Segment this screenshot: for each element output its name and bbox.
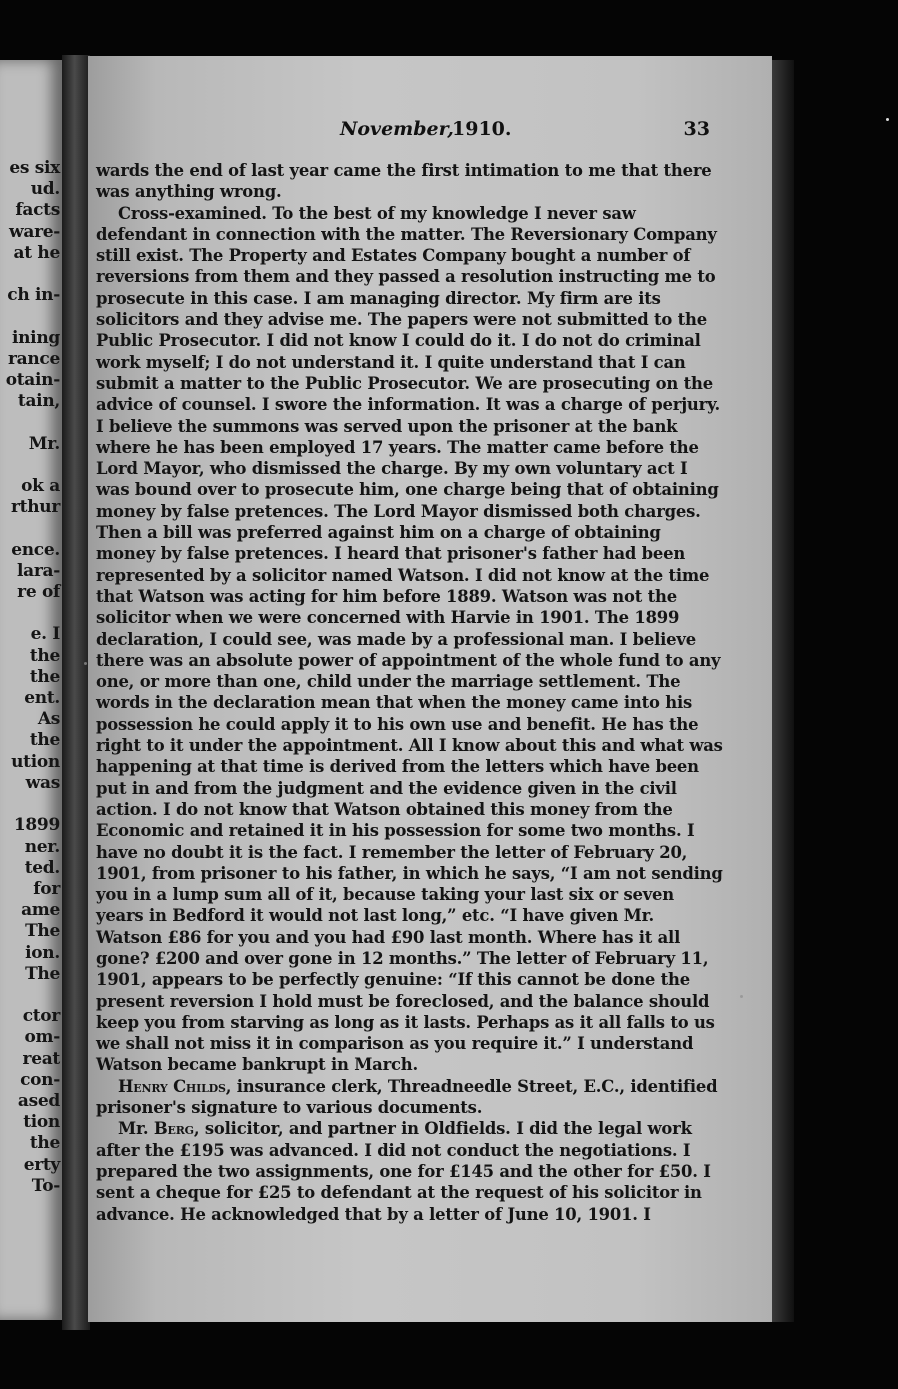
facing-page-line: ctor [22,1006,60,1027]
facing-page-line: ion. [25,942,60,963]
facing-page-line: As [37,709,60,730]
facing-page-line [0,985,60,1006]
facing-page-line: ased [17,1090,60,1111]
film-speck [84,662,87,665]
facing-page-line: lara- [16,560,60,581]
body-text [96,160,724,1225]
facing-page-line: es six [9,158,60,178]
facing-page-text [0,158,60,1197]
facing-page-line: rthur [11,497,60,518]
facing-page-line: To- [31,1175,60,1196]
facing-page-line: rance [8,348,60,369]
running-header-year: 1910. [452,118,512,140]
facing-page-line: the [29,730,60,751]
facing-page-line: the [29,1133,60,1154]
facing-page-line: the [29,666,60,687]
film-speck [886,118,889,121]
facing-page-line: for [33,878,60,899]
facing-page-line [0,455,60,476]
facing-page-line: ame [21,900,60,921]
facing-page-line: Mr. [28,433,60,454]
facing-page-line: tion [23,1112,60,1133]
paragraph-1: wards the end of last year came the first intimation to me that there was anything wrong. [96,161,712,202]
facing-page-line: at he [13,242,60,263]
running-header-month: November, [340,118,454,140]
berg-title: Mr. [118,1119,154,1139]
page-number: 33 [683,118,710,140]
facing-page-line: ner. [24,836,60,857]
film-speck [740,995,743,998]
book-gutter [62,55,90,1330]
facing-page [0,60,62,1320]
paragraph-berg [96,1118,724,1224]
facing-page-line: ted. [24,857,60,878]
witness-name-berg: Berg [153,1119,194,1139]
witness-name-childs: Henry Childs [118,1076,226,1096]
facing-page-line: reat [22,1048,60,1069]
facing-page-line [0,306,60,327]
facing-page-line: the [29,645,60,666]
paragraph-cross-examination: Cross-examined. To the best of my knowledge I never saw defendant in connection with the matter. The Reversionary Company still exist. The Property and Estates Company bought a number of reversions from them and they passed a resolution instructing me to prosecute in this case. I am managing director. My firm are its solicitors and they advise me. The papers were not submitted to the Public Prosecutor. I did not know I could do it. I do not do criminal work myself; I do not understand it. I quite understand that I can submit a matter to the Public Prosecutor. We are prosecuting on the advice of counsel. I swore the information. It was a charge of perjury. I believe the summons was served upon the prisoner at the bank where he has been employed 17 years. The matter came before the Lord Mayor, who dismissed the charge. By my own voluntary act I was bound over to prosecute him, one charge being that of obtaining money by false pretences. The Lord Mayor dismissed both charges. Then a bill was preferred against him on a charge of obtaining money by false pretences. I heard that prisoner's father had been represented by a solicitor named Watson. I did not know at the time that Watson was acting for him before 1889. Watson was not the solicitor when we were concerned with Harvie in 1901. The 1899 declaration, I could see, was made by a professional man. I believe there was an absolute power of appointment of the whole fund to any one, or more than one, child under the marriage settlement. The words in the declaration mean that when the money came into his possession he could apply it to his own use and benefit. He has the right to it under the appointment. All I know about this and what was happening at that time is derived from the letters which have been put in and from the judgment and the evidence given in the civil action. I do not know that Watson obtained this money from the Economic and retained it in his possession for some two months. I have no doubt it is the fact. I remember the letter of February 20, 1901, from prisoner to his father, in which he says, “I am not sending you in a lump sum all of it, because taking your last six or seven years in Bedford it would not last long,” etc. “I have given Mr. Watson £86 for you and you had £90 last month. Where has it all gone? £200 and over gone in 12 months.” The letter of February 11, 1901, appears to be perfectly genuine: “If this cannot be done the present reversion I hold must be foreclosed, and the balance should keep you from starving as long as it lasts. Perhaps as it all falls to us we shall not miss it in comparison as you require it.” I understand Watson became bankrupt in March. [96,203,723,1075]
facing-page-line: e. I [30,624,60,645]
facing-page-line [0,518,60,539]
berg-testimony: , solicitor, and partner in Oldfields. I did the legal work after the £195 was advanced. I did not conduct the negotiations. I prepared the two assignments, one for £145 and the other for £50. I sent a cheque for £25 to defendant at the request of his solicitor in advance. He acknowledged that by a letter of June 10, 1901. I [96,1119,711,1224]
facing-page-line: The [25,921,60,942]
facing-page-line: The [25,963,60,984]
facing-page-line [0,603,60,624]
facing-page-line: tain, [17,391,60,412]
childs-testimony: , insurance clerk, Threadneedle Street, E.C., identified prisoner's signature to various documents. [96,1076,718,1118]
facing-page-line: om- [24,1027,60,1048]
facing-page-line: ware- [9,221,60,242]
facing-page-line: ution [11,751,60,772]
facing-page-line: ch in- [7,285,60,306]
facing-page-line: was [25,772,60,793]
facing-page-line: ence. [11,539,60,560]
paragraph-henry-childs [96,1076,724,1119]
facing-page-line [0,794,60,815]
facing-page-line [0,412,60,433]
facing-page-line: 1899 [13,815,60,836]
facing-page-line: re of [17,582,60,603]
facing-page-line: otain- [5,370,60,391]
facing-page-line: con- [20,1069,60,1090]
facing-page-line: ud. [30,179,60,200]
facing-page-line: ining [11,327,60,348]
facing-page-line: facts [15,200,60,221]
facing-page-line [0,264,60,285]
running-header [340,118,710,144]
page-edge-shadow [772,60,794,1322]
facing-page-line: ok a [21,476,60,497]
facing-page-line: erty [23,1154,60,1175]
facing-page-line: ent. [24,688,60,709]
